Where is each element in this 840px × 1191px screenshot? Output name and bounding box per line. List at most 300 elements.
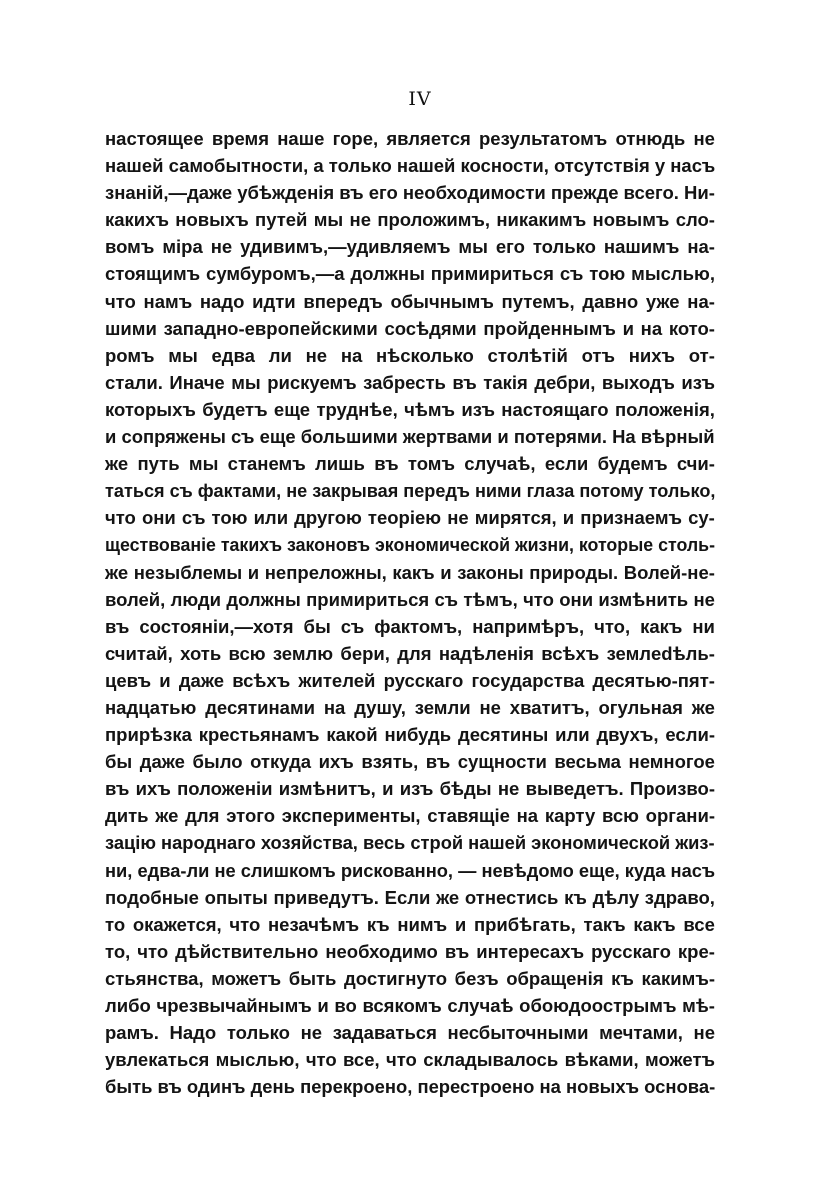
text-line [105, 938, 715, 965]
word: какихъ [105, 209, 169, 231]
word: должны [226, 588, 301, 610]
page-number: IV [408, 88, 432, 110]
word: несбыточными [447, 1022, 589, 1044]
word: на- [687, 236, 715, 258]
word: бы [303, 615, 331, 637]
word: нибудь [384, 724, 452, 746]
word: мыслью, [631, 263, 715, 285]
word: знаній,—даже [105, 182, 233, 204]
word: что [137, 940, 169, 962]
word: нѣсколько [376, 344, 474, 366]
word: намъ [143, 290, 193, 312]
word: какой [326, 724, 378, 746]
word: нихъ [628, 344, 676, 366]
word: положенія, [614, 398, 715, 420]
text-line [105, 992, 715, 1019]
word: непреложны, [264, 561, 387, 583]
word: фактомъ, [374, 615, 463, 637]
word: во [334, 995, 357, 1016]
word: уже [645, 290, 680, 312]
word: от- [688, 344, 715, 366]
word: прежде [550, 182, 619, 204]
word: всего. [623, 182, 679, 204]
word: надо [199, 290, 245, 312]
word: должны [350, 263, 425, 285]
word: же [436, 886, 460, 908]
text-line [105, 586, 715, 613]
word: съ [559, 263, 584, 285]
word: томъ [407, 453, 455, 475]
word: признаемъ [580, 507, 682, 529]
word: къ [564, 886, 587, 908]
word: законы [457, 561, 524, 583]
word: въ [444, 940, 470, 962]
text-line: ществованіе такихъ законовъ экономической жизни, которые столь- [105, 534, 716, 556]
word: съ [434, 588, 459, 610]
word: то, [105, 940, 131, 962]
text-line [105, 233, 715, 260]
word: случаѣ, [464, 453, 536, 475]
word: и [159, 669, 171, 691]
word: не [693, 128, 715, 149]
word: въ [339, 182, 364, 204]
word: же [155, 805, 179, 827]
word: то [105, 913, 126, 935]
word: и [247, 561, 260, 583]
word: примириться [430, 263, 554, 285]
word: увлекаться [105, 1049, 210, 1071]
word: на [323, 696, 346, 718]
text-line: зацію народнаго хозяйства, весь строй нашей экономической жиз- [105, 832, 715, 854]
word: вомъ [105, 236, 155, 258]
word: этого [226, 805, 276, 827]
word: душу, [354, 696, 406, 718]
word: необходимо [325, 940, 438, 962]
word: его [495, 236, 525, 258]
word: всѣхъ [541, 642, 600, 664]
word: или [555, 724, 590, 746]
word: весьма [554, 751, 621, 773]
word: тою [589, 263, 626, 285]
word: счи- [676, 453, 715, 475]
word: незачѣмъ [268, 913, 360, 935]
word: что [523, 588, 554, 610]
word: десятины [457, 724, 549, 746]
word: сущности [457, 751, 547, 773]
word: приведутъ. [273, 886, 379, 908]
word: будемъ [597, 453, 668, 475]
word: какъ [633, 913, 676, 935]
word: выходъ [601, 371, 675, 393]
word: надѣленія [438, 642, 534, 664]
word: здраво, [644, 886, 715, 908]
word: если- [665, 724, 715, 746]
text-line [105, 721, 715, 748]
text-line [105, 260, 715, 287]
word: какъ [640, 615, 683, 637]
word: Надо [169, 1022, 217, 1044]
word: Ни- [684, 182, 715, 204]
word: достигнуто [344, 967, 448, 989]
word: дѣйствительно [175, 940, 319, 962]
word: лишь [315, 453, 365, 475]
word: его [368, 182, 398, 204]
word: въ [374, 453, 399, 475]
word: же [105, 561, 129, 583]
word: станемъ [227, 453, 306, 475]
word: не [693, 588, 715, 610]
word: даже [139, 751, 185, 773]
word: путей [255, 209, 308, 231]
word: ихъ [318, 751, 354, 773]
word: ли [268, 344, 292, 366]
word: даже [178, 669, 225, 691]
text-line [105, 1046, 715, 1073]
word: на [340, 344, 363, 366]
word: столѣтій [487, 344, 568, 366]
word: же [691, 696, 715, 718]
word: наше [277, 128, 325, 149]
word: въ [452, 371, 477, 393]
word: ромъ [105, 344, 155, 366]
word: въ [105, 615, 130, 637]
word: задаваться [332, 1022, 437, 1044]
word: забресть [363, 371, 446, 393]
word: положеніи [177, 778, 273, 800]
word: отъ [581, 344, 615, 366]
word: Иначе [169, 371, 225, 393]
word: эксперименты, [281, 805, 421, 827]
word: не [210, 236, 233, 258]
word: какъ [392, 561, 435, 583]
word: что [229, 913, 261, 935]
word: настоящаго [501, 398, 609, 420]
word: бѣды [439, 778, 492, 800]
word: все, [343, 1049, 380, 1071]
word: земли [414, 696, 471, 718]
word: обращенія [506, 967, 604, 989]
word: изъ [461, 398, 495, 420]
word: не [447, 507, 469, 529]
word: не [305, 344, 328, 366]
word: необходимости [402, 182, 546, 204]
text-line [105, 125, 715, 152]
word: карту [544, 805, 596, 827]
word: Если [384, 886, 431, 908]
word: такія [483, 371, 528, 393]
word: впередъ [303, 290, 383, 312]
word: путемъ, [501, 290, 575, 312]
word: является [386, 128, 471, 149]
word: и [382, 778, 394, 800]
word: пройденнымъ [483, 317, 616, 339]
text-line [105, 450, 715, 477]
text-line [105, 179, 715, 206]
word: окажется, [132, 913, 222, 935]
word: сумбуромъ,—а [206, 263, 345, 285]
word: стьянства, [105, 967, 204, 989]
word: всѣхъ [232, 669, 291, 691]
word: никакимъ [496, 209, 587, 231]
word: результатомъ [479, 128, 608, 149]
text-line [105, 613, 715, 640]
word: и [440, 561, 452, 583]
word: землedѣль- [606, 642, 715, 664]
word: горе, [332, 128, 379, 149]
word: въ [105, 778, 130, 800]
word: цевъ [105, 669, 152, 691]
word: новыхъ [175, 209, 249, 231]
word: интересахъ [476, 940, 585, 962]
word: что [386, 1049, 417, 1071]
word: какимъ- [641, 967, 715, 989]
word: было [192, 751, 243, 773]
word: прибѣгать, [473, 913, 576, 935]
word: къ [366, 913, 390, 935]
word: что, [594, 615, 631, 637]
word: стали. [105, 371, 163, 393]
word: измѣнитъ, [278, 778, 376, 800]
word: су- [688, 507, 715, 529]
word: для [397, 642, 432, 664]
text-line [105, 911, 715, 938]
word: рискуемъ [267, 371, 357, 393]
word: другою [294, 507, 362, 529]
word: новымъ [592, 209, 670, 231]
word: же [105, 453, 129, 475]
word: русскаго [591, 940, 671, 962]
word: не [497, 778, 520, 800]
word: не [349, 209, 372, 231]
word: ни [692, 615, 715, 637]
word: они [141, 507, 176, 529]
word: опыты [204, 886, 268, 908]
word: отнюдь [615, 128, 686, 149]
word: для [185, 805, 220, 827]
word: кре- [677, 940, 715, 962]
word: шими [105, 317, 157, 339]
word: теоріею [367, 507, 442, 529]
word: волей, [105, 588, 166, 610]
word: природы. [529, 561, 619, 583]
word: вѣками, [564, 1049, 639, 1071]
text-line [105, 694, 715, 721]
word: тѣмъ, [463, 588, 518, 610]
word: мѣ- [682, 995, 715, 1016]
word: надцатью [105, 696, 197, 718]
word: подобные [105, 886, 199, 908]
word: бери, [340, 642, 390, 664]
word: на [640, 317, 663, 339]
word: откуда [250, 751, 312, 773]
word: западно-европейскими [163, 317, 378, 339]
text-line: таться съ фактами, не закрывая передъ ними глаза потому только, [105, 480, 716, 502]
word: выведетъ. [525, 778, 624, 800]
word: въ [425, 751, 451, 773]
word: будетъ [202, 398, 268, 420]
text-line: и сопряжены съ еще большими жертвами и потерями. На вѣрный [105, 426, 715, 448]
word: обычнымъ [390, 290, 494, 312]
text-line [105, 369, 715, 396]
text-line [105, 342, 715, 369]
word: только [532, 236, 596, 258]
word: едва [211, 344, 255, 366]
word: они [559, 588, 594, 610]
word: быть [288, 967, 337, 989]
word: мы [188, 453, 219, 475]
word: мы [168, 344, 198, 366]
word: государства [471, 669, 585, 691]
word: дебри, [534, 371, 596, 393]
word: бы [105, 751, 133, 773]
text-line [105, 965, 715, 992]
word: что [305, 1049, 337, 1071]
word: сосѣдями [384, 317, 477, 339]
word: либо [105, 995, 151, 1016]
word: измѣнить [598, 588, 689, 610]
word: дѣлу [592, 886, 640, 908]
word: только [226, 1022, 290, 1044]
word: десятинами [205, 696, 316, 718]
word: путь [137, 453, 180, 475]
text-line [105, 748, 715, 775]
text-line [105, 1019, 715, 1046]
word: считай, [105, 642, 173, 664]
word: нимъ [397, 913, 448, 935]
text-line: ни, едва-ли не слишкомъ рискованно, — невѣдомо еще, куда насъ [105, 859, 716, 881]
word: жителей [298, 669, 376, 691]
word: мечтами, [599, 1022, 683, 1044]
word: сло- [675, 209, 715, 231]
word: стоящимъ [105, 263, 201, 285]
word: мы [231, 371, 261, 393]
text-line [105, 667, 715, 694]
word: примириться [306, 588, 430, 610]
word: не [300, 1022, 323, 1044]
word: безъ [454, 967, 499, 989]
word: еще [273, 398, 311, 420]
word: обоюдоострымъ [519, 995, 677, 1016]
word: десятью-пят- [592, 669, 715, 691]
word: незыблемы [133, 561, 243, 583]
word: чѣмъ [404, 398, 455, 420]
word: складывалось [423, 1049, 559, 1071]
word: мы [458, 236, 488, 258]
word: если [544, 453, 589, 475]
word: проложимъ, [377, 209, 491, 231]
word: состояніи,—хотя [139, 615, 294, 637]
word: двухъ, [596, 724, 659, 746]
word: изъ [399, 778, 434, 800]
word: удивимъ,—удивляемъ [240, 236, 451, 258]
text-line [105, 396, 715, 423]
word: и [317, 995, 329, 1016]
word: не [479, 696, 501, 718]
word: случаѣ [447, 995, 514, 1016]
word: на [516, 805, 539, 827]
word: кото- [668, 317, 715, 339]
word: дить [105, 805, 149, 827]
text-line: нашей самобытности, а только нашей косности, отсутствія у насъ [105, 155, 716, 177]
word: мы [313, 209, 344, 231]
word: или [253, 507, 289, 529]
word: ставящіе [427, 805, 510, 827]
word: не [693, 1022, 715, 1044]
word: русскаго [383, 669, 464, 691]
word: давно [582, 290, 639, 312]
word: можетъ [645, 1049, 715, 1071]
word: напримѣръ, [472, 615, 585, 637]
text-line [105, 802, 715, 829]
word: убѣжденія [237, 182, 335, 204]
word: крестьянамъ [198, 724, 320, 746]
word: все [683, 913, 715, 935]
word: съ [181, 507, 206, 529]
word: мирятся, [474, 507, 557, 529]
text-line [105, 775, 715, 802]
word: и [622, 317, 634, 339]
word: которыхъ [105, 398, 196, 420]
word: нашимъ [603, 236, 680, 258]
word: и [562, 507, 575, 529]
text-line [105, 559, 715, 586]
word: можетъ [211, 967, 282, 989]
text-line: быть въ одинъ день перекроено, перестроено на новыхъ основа- [105, 1076, 716, 1098]
word: всякомъ [362, 995, 442, 1016]
text-line [105, 206, 715, 233]
word: идти [252, 290, 296, 312]
word: огульная [598, 696, 683, 718]
word: землю [272, 642, 334, 664]
word: хоть [180, 642, 222, 664]
text-line [105, 884, 715, 911]
word: Произво- [629, 778, 715, 800]
word: ихъ [135, 778, 171, 800]
word: что [105, 290, 136, 312]
word: тою [211, 507, 248, 529]
word: всю [228, 642, 266, 664]
text-line [105, 315, 715, 342]
word: съ [340, 615, 365, 637]
text-line [105, 640, 715, 667]
word: мыслью, [215, 1049, 300, 1071]
word: люди [170, 588, 222, 610]
word: на- [687, 290, 715, 312]
word: время [211, 128, 270, 149]
word: и [454, 913, 467, 935]
word: изъ [681, 371, 715, 393]
word: труднѣе, [316, 398, 398, 420]
word: всю [601, 805, 639, 827]
word: немногое [628, 751, 715, 773]
word: міра [162, 236, 203, 258]
word: такъ [583, 913, 626, 935]
word: отнестись [464, 886, 559, 908]
text-line [105, 288, 715, 315]
word: чрезвычайнымъ [156, 995, 312, 1016]
text-line [105, 504, 715, 531]
word: взять, [361, 751, 419, 773]
word: Волей-не- [623, 561, 715, 583]
body-text [105, 125, 715, 1100]
word: къ [611, 967, 634, 989]
word: что [105, 507, 136, 529]
word: настоящее [105, 128, 204, 149]
word: рамъ. [105, 1022, 159, 1044]
word: хватитъ, [509, 696, 590, 718]
word: органи- [645, 805, 715, 827]
word: прирѣзка [105, 724, 192, 746]
